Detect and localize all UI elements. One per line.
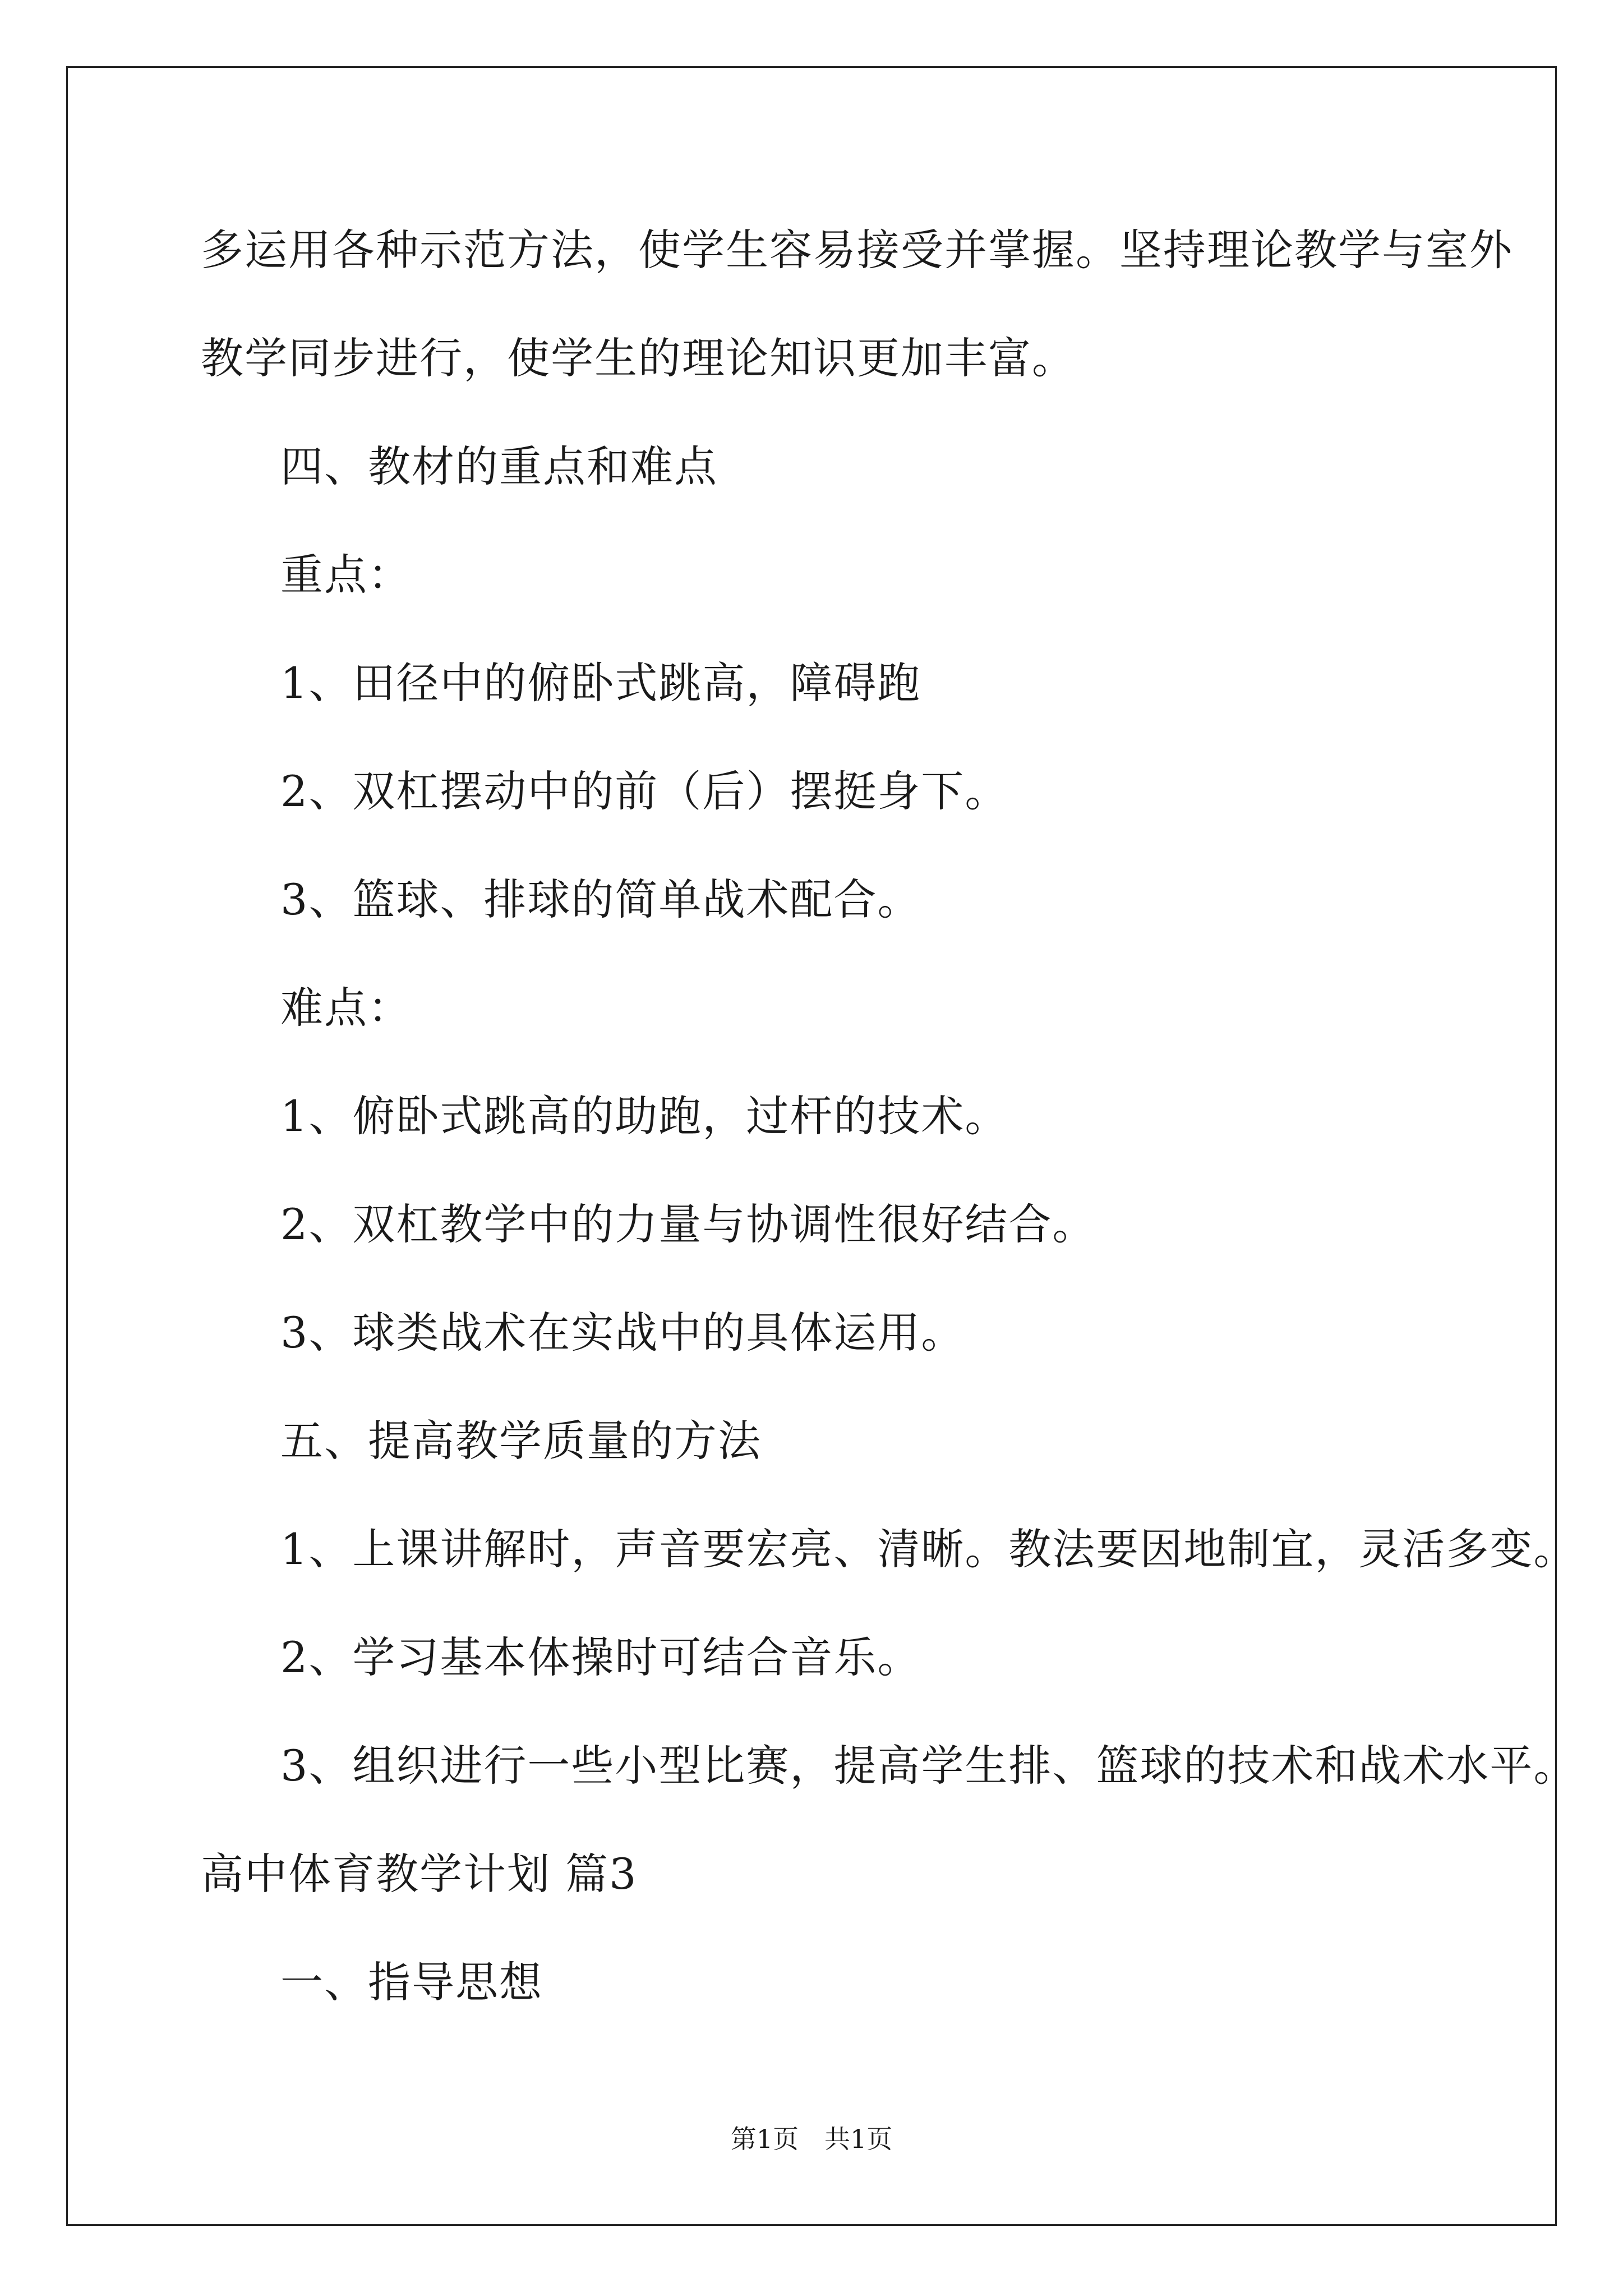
difficulty-item-2: 2、双杠教学中的力量与协调性很好结合。 [280,1199,1096,1249]
key-point-item-2: 2、双杠摆动中的前（后）摆挺身下。 [280,766,1009,816]
difficulty-item-1: 1、俯卧式跳高的助跑，过杆的技术。 [280,1091,1009,1141]
difficulty-item-3: 3、球类战术在实战中的具体运用。 [280,1308,965,1358]
page-total: 共1页 [824,2124,893,2154]
page-footer [0,2126,1623,2152]
subheading-difficulties: 难点： [280,983,412,1033]
subheading-key-points: 重点： [280,550,412,600]
paragraph-continuation-line-1: 多运用各种示范方法，使学生容易接受并掌握。坚持理论教学与室外 [201,225,1513,275]
method-item-3: 3、组织进行一些小型比赛，提高学生排、篮球的技术和战术水平。 [280,1741,1578,1791]
page-number: 第1页 [730,2124,799,2154]
section-heading-1: 一、指导思想 [280,1957,543,2007]
method-item-1: 1、上课讲解时，声音要宏亮、清晰。教法要因地制宜，灵活多变。 [280,1524,1578,1574]
page-border [66,66,1557,2226]
paragraph-continuation-line-2: 教学同步进行，使学生的理论知识更加丰富。 [201,333,1076,383]
document-section-title: 高中体育教学计划 篇3 [201,1849,638,1899]
key-point-item-3: 3、篮球、排球的简单战术配合。 [280,875,921,924]
section-heading-5: 五、提高教学质量的方法 [280,1416,762,1466]
method-item-2: 2、学习基本体操时可结合音乐。 [280,1632,921,1682]
section-heading-4: 四、教材的重点和难点 [280,441,718,491]
key-point-item-1: 1、田径中的俯卧式跳高，障碍跑 [280,658,921,708]
